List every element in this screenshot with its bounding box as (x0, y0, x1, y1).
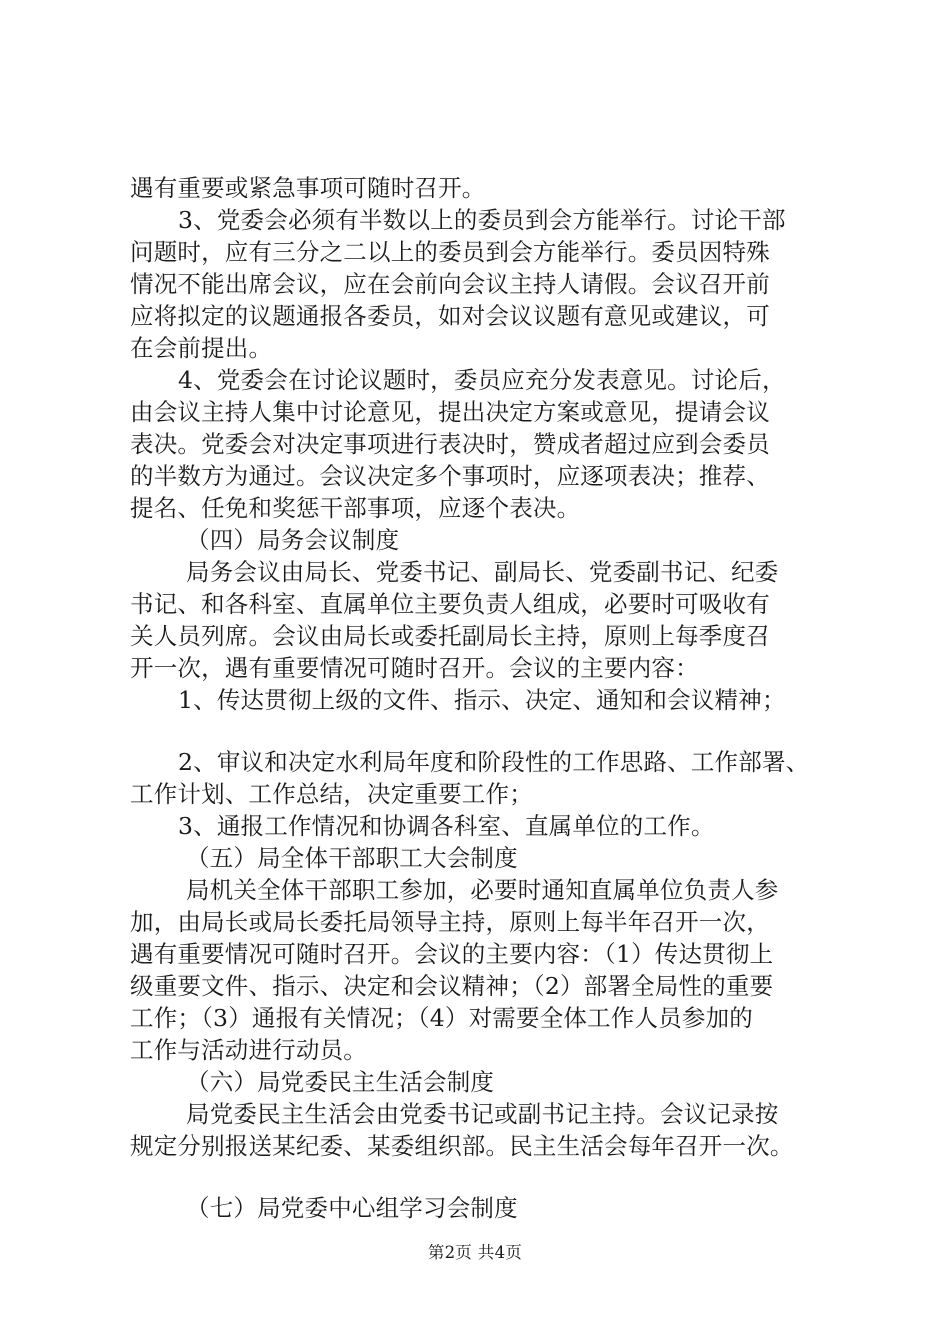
text-line: 情况不能出席会议，应在会前向会议主持人请假。会议召开前 (130, 270, 770, 298)
text-line: 在会前提出。 (130, 334, 273, 362)
text-line: 关人员列席。会议由局长或委托副局长主持，原则上每季度召 (130, 622, 770, 650)
text-line: 的半数方为通过。会议决定多个事项时，应逐项表决；推荐、 (130, 462, 770, 490)
text-line: 提名、任免和奖惩干部事项，应逐个表决。 (130, 494, 581, 522)
section-heading: （五）局全体干部职工大会制度 (186, 844, 518, 872)
page-number-label: 第2页 共4页 (427, 1243, 523, 1262)
text-line: 局党委民主生活会由党委书记或副书记主持。会议记录按 (186, 1100, 779, 1128)
section-heading: （四）局务会议制度 (186, 526, 400, 554)
text-line: 工作；（3）通报有关情况；（4）对需要全体工作人员参加的 (130, 1004, 754, 1032)
text-line: 局务会议由局长、党委书记、副局长、党委副书记、纪委 (186, 558, 779, 586)
text-line: 级重要文件、指示、决定和会议精神；（2）部署全局性的重要 (130, 972, 774, 1000)
text-line: 遇有重要情况可随时召开。会议的主要内容：（1）传达贯彻上 (130, 940, 774, 968)
text-line: 书记、和各科室、直属单位主要负责人组成，必要时可吸收有 (130, 590, 770, 618)
text-line: 表决。党委会对决定事项进行表决时，赞成者超过应到会委员 (130, 430, 770, 458)
text-line: 由会议主持人集中讨论意见，提出决定方案或意见，提请会议 (130, 398, 770, 426)
text-line: 遇有重要或紧急事项可随时召开。 (130, 174, 486, 202)
text-line: 工作计划、工作总结，决定重要工作； (130, 780, 533, 808)
text-line: 问题时，应有三分之二以上的委员到会方能举行。委员因特殊 (130, 238, 770, 266)
text-line: 局机关全体干部职工参加，必要时通知直属单位负责人参 (186, 876, 779, 904)
text-line: 加，由局长或局长委托局领导主持，原则上每半年召开一次， (130, 908, 770, 936)
page-footer (0, 1242, 950, 1264)
document-body (130, 172, 830, 1224)
text-line: 应将拟定的议题通报各委员，如对会议议题有意见或建议，可 (130, 302, 770, 330)
text-line: 开一次，遇有重要情况可随时召开。会议的主要内容： (130, 654, 699, 682)
text-line: 1、传达贯彻上级的文件、指示、决定、通知和会议精神； (178, 686, 786, 714)
text-line: 3、党委会必须有半数以上的委员到会方能举行。讨论干部 (178, 206, 786, 234)
text-line: 工作与活动进行动员。 (130, 1036, 367, 1064)
text-line: 3、通报工作情况和协调各科室、直属单位的工作。 (178, 812, 715, 840)
section-heading: （六）局党委民主生活会制度 (186, 1068, 495, 1096)
text-line: 规定分别报送某纪委、某委组织部。民主生活会每年召开一次。 (130, 1132, 794, 1160)
text-line: 4、党委会在讨论议题时，委员应充分发表意见。讨论后， (178, 366, 786, 394)
section-heading: （七）局党委中心组学习会制度 (186, 1194, 518, 1222)
text-line: 2、审议和决定水利局年度和阶段性的工作思路、工作部署、 (178, 748, 810, 776)
